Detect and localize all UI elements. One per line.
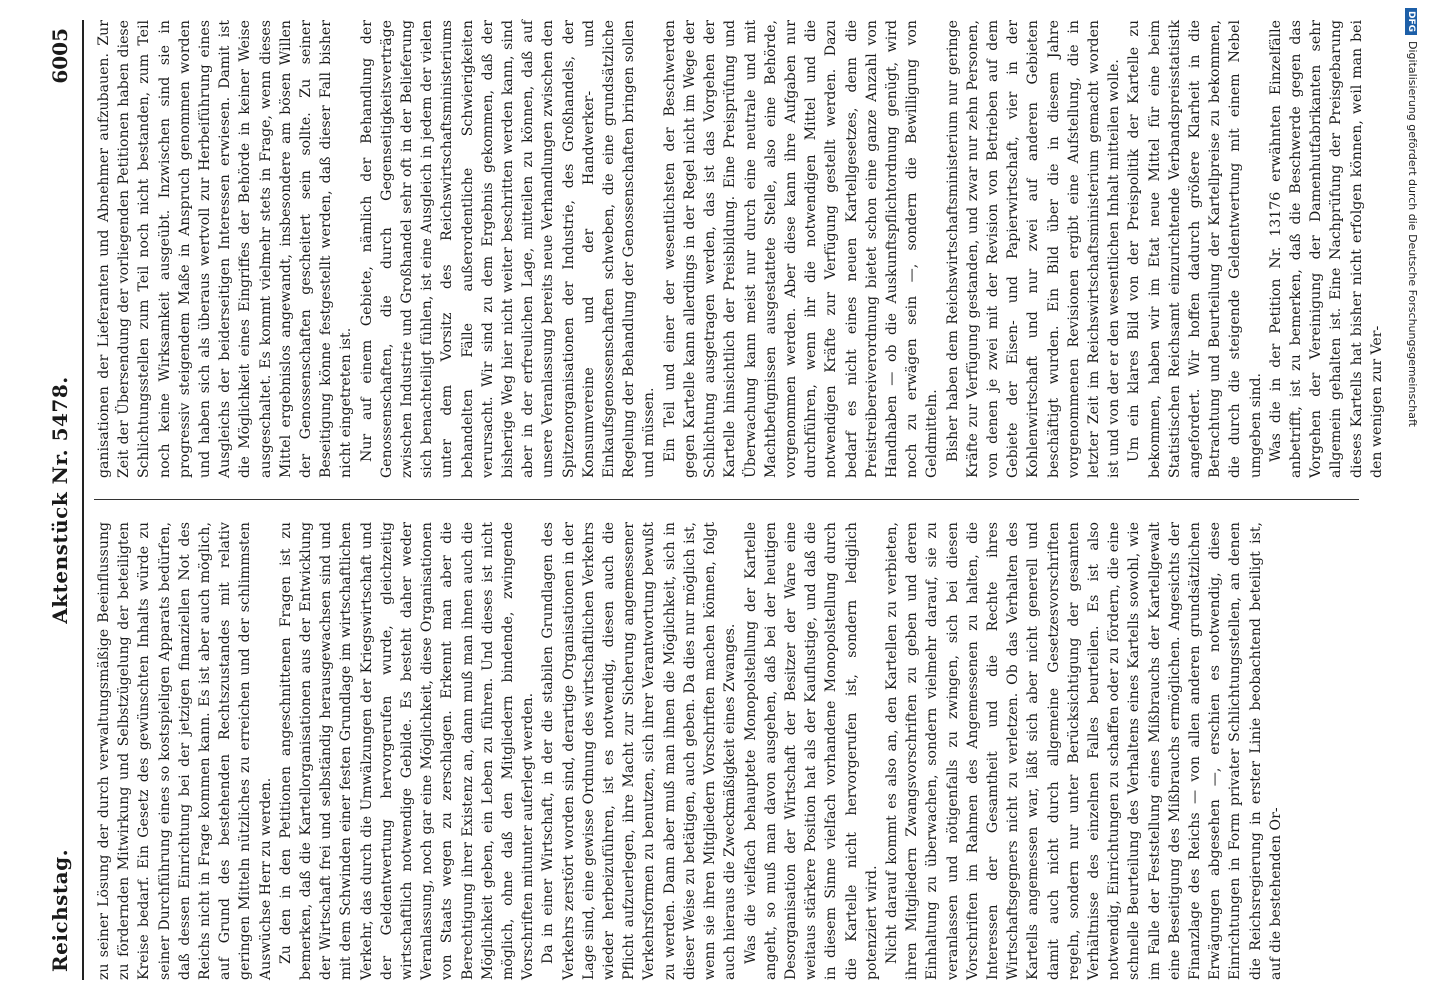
document-page bbox=[42, 20, 1385, 980]
digitization-credit bbox=[1403, 8, 1425, 992]
paragraph: ganisationen der Lieferanten und Abnehmer aufzubauen. Zur Zeit der Übersendung der vorliegenden Petitionen haben diese Schlichtungsstellen zum Teil noch nicht bestanden, zum Teil noch keine Wirksamkeit ausgeübt. Inzwischen sind sie in progressiv steigendem Maße in Anspruch genommen worden und haben sich als überaus wertvoll zur Herbeiführung eines Ausgleichs der beiderseitigen Interessen erwiesen. Damit ist die Möglichkeit eines Eingriffes der Behörde in keiner Weise ausgeschaltet. Es kommt vielmehr stets in Frage, wenn dieses Mittel ergebnislos angewandt, insbesondere am bösen Willen der Genossenschaften gescheitert sein sollte. Zu seiner Beseitigung könne festgestellt werden, daß dieser Fall bisher nicht eingetreten ist. bbox=[96, 20, 355, 478]
text-column-right bbox=[94, 20, 1385, 478]
paragraph: Was die vielfach behauptete Monopolstellung der Kartelle angeht, so muß man davon ausgehen, daß bei der heutigen Desorganisation der Wirtschaft der Besitzer der Ware eine weitaus stärkere Position hat als der Kauflustige, und daß die in diesem Sinne vielfach vorhandene Monopolstellung durch die Kartelle nicht hervorgerufen ist, sondern lediglich potenziert wird. bbox=[742, 522, 880, 980]
credit-text: Digitalisierung gefördert durch die Deutsche Forschungsgemeinschaft bbox=[1406, 41, 1419, 427]
text-column-left bbox=[94, 522, 1364, 980]
paragraph: Um ein klares Bild von der Preispolitik der Kartelle zu bekommen, haben wir im Etat neue Mittel für eine beim Statistischen Reichsamt einzurichtende Verbandspreisstatistik angefordert. Wir hoffen dadurch größere Klarheit in die Betrachtung und Beurteilung der Kartellpreise zu bekommen, die durch die steigende Geldentwertung mit einem Nebel umgeben sind. bbox=[1126, 20, 1264, 478]
header-document-number: Aktenstück Nr. 5478. bbox=[48, 376, 72, 624]
paragraph: zu seiner Lösung der durch verwaltungsmäßige Beeinflussung zu fördernden Mitwirkung und Selbstzügelung der beteiligten Kreise bedarf. Ein Gesetz des gewünschten Inhalts würde zu seiner Durchführung eines so kostspieligen Apparats bedürfen, daß dessen Einrichtung bei der jetzigen finanziellen Not des Reichs nicht in Frage kommen kann. Es ist aber auch möglich, auf Grund des bestehenden Rechtszustandes mit relativ geringen Mitteln nützliches zu erreichen und der schlimmsten Auswüchse Herr zu werden. bbox=[96, 522, 274, 980]
header-institution: Reichstag. bbox=[48, 848, 72, 972]
paragraph: Ein Teil und einer der wesentlichsten der Beschwerden gegen Kartelle kann allerdings in der Regel nicht im Wege der Schlichtung ausgetragen werden, das ist das Vorgehen der Kartelle hinsichtlich der Preisbildung. Eine Preisprüfung und Überwachung kann meist nur durch eine neutrale und mit Machtbefugnissen ausgestattete Stelle, also eine Behörde, vorgenommen werden. Aber diese kann ihre Aufgaben nur durchführen, wenn ihr die notwendigen Mittel und die notwendigen Kräfte zur Verfügung gestellt werden. Dazu bedarf es nicht eines neuen Kartellgesetzes, denn die Preistreibereiverordnung bietet schon eine ganze Anzahl von Handhaben — ob die Auskunftspflichtordnung genügt, wird noch zu erwägen sein —, sondern die Bewilligung von Geldmitteln. bbox=[661, 20, 941, 478]
paragraph: Da in einer Wirtschaft, in der die stabilen Grundlagen des Verkehrs zerstört worden sind, derartige Organisationen in der Lage sind, eine gewisse Ordnung des wirtschaftlichen Verkehrs wieder herbeizuführen, ist es notwendig, diesen auch die Pflicht aufzuerlegen, ihre Macht zur Sicherung angemessener Verkehrsformen zu benutzen, sich ihrer Verantwortung bewußt zu werden. Dann aber muß man ihnen die Möglichkeit, sich in dieser Weise zu betätigen, auch geben. Da dies nur möglich ist, wenn sie ihren Mitgliedern Vorschriften machen können, folgt auch hieraus die Zweckmäßigkeit eines Zwanges. bbox=[540, 522, 739, 980]
page-header bbox=[48, 20, 80, 980]
paragraph: Bisher haben dem Reichswirtschaftsministerium nur geringe Kräfte zur Verfügung gestanden, und zwar nur zehn Personen, von denen je zwei mit der Revision von Betrieben auf dem Gebiete der Eisen- und Papierwirtschaft, vier in der Kohlenwirtschaft und nur zwei auf anderen Gebieten beschäftigt wurden. Ein Bild über die in diesem Jahre vorgenommenen Revisionen ergibt eine Aufstellung, die in letzter Zeit im Reichswirtschaftsministerium gemacht worden ist und von der er den wesentlichen Inhalt mitteilen wolle. bbox=[944, 20, 1123, 478]
column-divider bbox=[94, 499, 1359, 500]
page-number: 6005 bbox=[48, 28, 72, 84]
dfg-logo: DFG bbox=[1405, 8, 1417, 35]
paragraph: Nur auf einem Gebiete, nämlich der Behandlung der Genossenschaften, die durch Gegenseitigkeitsverträge zwischen Industrie und Großhandel sehr oft in der Belieferung sich benachteiligt fühlen, ist eine Ausgleich in jedem der vielen unter dem Vorsitz des Reichswirtschaftsministeriums behandelten Fälle außerordentliche Schwierigkeiten verursacht. Wir sind zu dem Ergebnis gekommen, daß der bisherige Weg hier nicht weiter beschritten werden kann, sind aber in der erfreulichen Lage, mitteilen zu können, daß auf unsere Veranlassung bereits neue Verhandlungen zwischen den Spitzenorganisationen der Industrie, des Großhandels, der Konsumvereine und der Handwerker- und Einkaufsgenossenschaften schweben, die eine grundsätzliche Regelung der Behandlung der Genossenschaften bringen sollen und müssen. bbox=[358, 20, 658, 478]
paragraph: Nicht darauf kommt es also an, den Kartellen zu verbieten, ihren Mitgliedern Zwangsvorschriften zu geben und deren Einhaltung zu überwachen, sondern vielmehr darauf, sie zu veranlassen und nötigenfalls zu zwingen, sich bei diesen Vorschriften im Rahmen des Angemessenen zu halten, die Interessen der Gesamtheit und die Rechte ihres Wirtschaftsgegners nicht zu verletzen. Ob das Verhalten des Kartells angemessen war, läßt sich aber nicht generell und damit auch nicht durch allgemeine Gesetzesvorschriften regeln, sondern nur unter Berücksichtigung der gesamten Verhältnisse des einzelnen Falles beurteilen. Es ist also notwendig, Einrichtungen zu schaffen oder zu fördern, die eine schnelle Beurteilung des Verhaltens eines Kartells sowohl, wie im Falle der Feststellung eines Mißbrauchs der Kartellgewalt eine Beseitigung des Mißbrauchs ermöglichen. Angesichts der Finanzlage des Reichs — von allen anderen grundsätzlichen Erwägungen abgesehen —, erschien es notwendig, diese Einrichtungen in Form privater Schlichtungsstellen, an denen die Reichsregierung in erster Linie beobachtend beteiligt ist, auf die bestehenden Or- bbox=[883, 522, 1284, 980]
paragraph: Zu den in den Petitionen angeschnittenen Fragen ist zu bemerken, daß die Kartellorganisationen aus der Entwicklung der Wirtschaft frei und selbständig herausgewachsen sind und mit dem Schwinden einer festen Grundlage im wirtschaftlichen Verkehr, das durch die Umwälzungen der Kriegswirtschaft und der Geldentwertung hervorgerufen wurde, gleichzeitig wirtschaftlich notwendige Gebilde. Es besteht daher weder Veranlassung, noch gar eine Möglichkeit, diese Organisationen von Staats wegen zu zerschlagen. Erkennt man aber die Berechtigung ihrer Existenz an, dann muß man ihnen auch die Möglichkeit geben, ein Leben zu führen. Und dieses ist nicht möglich, ohne daß den Mitgliedern bindende, zwingende Vorschriften mitunter auferlegt werden. bbox=[277, 522, 537, 980]
paragraph: Was die in der Petition Nr. 13176 erwähnten Einzelfälle anbetrifft, ist zu bemerken, daß die Beschwerde gegen das Vorgehen der Vereinigung der Damenhutfabrikanten sehr allgemein gehalten ist. Eine Nachprüfung der Preisgebarung dieses Kartells hat bisher nicht erfolgen können, weil man bei den wenigen zur Ver- bbox=[1267, 20, 1385, 478]
header-rule bbox=[82, 20, 84, 980]
